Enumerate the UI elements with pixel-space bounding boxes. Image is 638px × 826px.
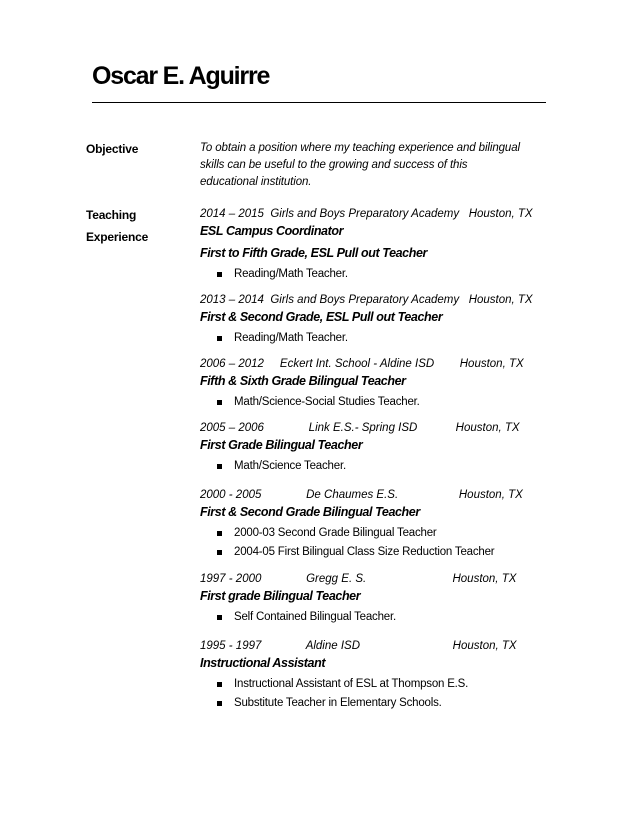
job-bullets bbox=[200, 329, 580, 348]
job-entry bbox=[200, 487, 580, 562]
job-bullet bbox=[200, 393, 580, 412]
job-bullet bbox=[200, 675, 580, 694]
job-bullet bbox=[200, 608, 580, 627]
job-bullets bbox=[200, 457, 580, 476]
job-entry bbox=[200, 420, 580, 476]
job-bullet-text: Instructional Assistant of ESL at Thompson E.S. bbox=[234, 678, 469, 690]
job-bullet bbox=[200, 694, 580, 713]
job-bullet bbox=[200, 543, 580, 562]
job-title: First & Second Grade, ESL Pull out Teacher bbox=[200, 310, 443, 324]
job-bullets bbox=[200, 393, 580, 412]
job-bullets bbox=[200, 608, 580, 627]
job-meta: 2006 – 2012 Eckert Int. School - Aldine ISD Houston, TX bbox=[200, 358, 524, 370]
candidate-name: Oscar E. Aguirre bbox=[92, 62, 270, 90]
job-bullets bbox=[200, 675, 580, 713]
job-bullet-text: Reading/Math Teacher. bbox=[234, 332, 348, 344]
job-title: First Grade Bilingual Teacher bbox=[200, 438, 363, 452]
bullet-square-icon bbox=[217, 272, 222, 277]
bullet-square-icon bbox=[217, 615, 222, 620]
job-meta: 2013 – 2014 Girls and Boys Preparatory Academy Houston, TX bbox=[200, 294, 533, 306]
job-title: Fifth & Sixth Grade Bilingual Teacher bbox=[200, 374, 406, 388]
job-bullet-text: Reading/Math Teacher. bbox=[234, 268, 348, 280]
job-bullet-text: Math/Science-Social Studies Teacher. bbox=[234, 396, 420, 408]
job-entry bbox=[200, 206, 580, 284]
objective-label: Objective bbox=[86, 142, 139, 156]
experience-label bbox=[86, 204, 148, 248]
header-divider bbox=[92, 102, 546, 103]
objective-line: skills can be useful to the growing and success of this bbox=[200, 159, 468, 171]
job-bullet-text: Self Contained Bilingual Teacher. bbox=[234, 611, 396, 623]
job-bullet bbox=[200, 524, 580, 543]
job-bullet bbox=[200, 329, 580, 348]
bullet-square-icon bbox=[217, 550, 222, 555]
job-title: First & Second Grade Bilingual Teacher bbox=[200, 505, 420, 519]
bullet-square-icon bbox=[217, 531, 222, 536]
job-bullet-text: 2000-03 Second Grade Bilingual Teacher bbox=[234, 527, 437, 539]
job-title: First grade Bilingual Teacher bbox=[200, 589, 361, 603]
job-entry bbox=[200, 638, 580, 713]
job-meta: 2005 – 2006 Link E.S.- Spring ISD Houston, TX bbox=[200, 422, 520, 434]
objective-text bbox=[200, 140, 565, 191]
objective-line: educational institution. bbox=[200, 176, 312, 188]
job-meta: 2000 - 2005 De Chaumes E.S. Houston, TX bbox=[200, 489, 523, 501]
job-entry bbox=[200, 356, 580, 412]
objective-line: To obtain a position where my teaching experience and bilingual bbox=[200, 142, 520, 154]
bullet-square-icon bbox=[217, 701, 222, 706]
job-meta: 2014 – 2015 Girls and Boys Preparatory Academy Houston, TX bbox=[200, 208, 533, 220]
job-bullet-text: Math/Science Teacher. bbox=[234, 460, 346, 472]
bullet-square-icon bbox=[217, 400, 222, 405]
bullet-square-icon bbox=[217, 464, 222, 469]
experience-label-line: Teaching bbox=[86, 208, 137, 222]
job-meta: 1997 - 2000 Gregg E. S. Houston, TX bbox=[200, 573, 517, 585]
job-title: ESL Campus Coordinator bbox=[200, 224, 344, 238]
job-bullets bbox=[200, 524, 580, 562]
job-bullet-text: Substitute Teacher in Elementary Schools. bbox=[234, 697, 442, 709]
bullet-square-icon bbox=[217, 336, 222, 341]
experience-label-line: Experience bbox=[86, 230, 149, 244]
job-bullet bbox=[200, 265, 580, 284]
job-title: First to Fifth Grade, ESL Pull out Teacher bbox=[200, 246, 427, 260]
job-entry bbox=[200, 571, 580, 627]
bullet-square-icon bbox=[217, 682, 222, 687]
job-bullets bbox=[200, 265, 580, 284]
job-title: Instructional Assistant bbox=[200, 656, 326, 670]
job-bullet-text: 2004-05 First Bilingual Class Size Reduction Teacher bbox=[234, 546, 495, 558]
job-bullet bbox=[200, 457, 580, 476]
job-meta: 1995 - 1997 Aldine ISD Houston, TX bbox=[200, 640, 517, 652]
job-entry bbox=[200, 292, 580, 348]
